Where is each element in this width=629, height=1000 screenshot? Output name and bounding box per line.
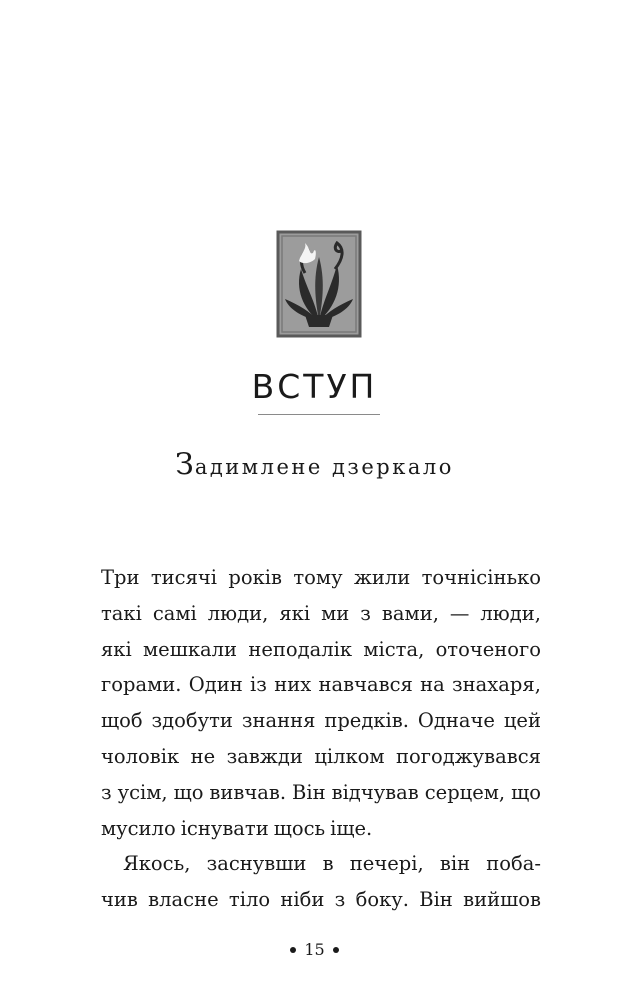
text-line xyxy=(101,632,541,668)
word: Він xyxy=(419,888,453,912)
word: з xyxy=(101,780,112,804)
word: знахаря, xyxy=(452,673,541,697)
word: жили xyxy=(353,566,411,589)
word: такі xyxy=(101,601,142,625)
word: поба- xyxy=(486,852,541,876)
word: відчував xyxy=(331,780,419,804)
title-divider xyxy=(258,414,380,415)
word: міста, xyxy=(363,637,425,661)
chapter-title-rest: адимлене дзеркало xyxy=(194,455,454,479)
text-line xyxy=(101,846,541,882)
word: оточеного xyxy=(435,637,541,661)
word: Якось, xyxy=(123,852,191,876)
word: тіло xyxy=(228,888,271,912)
word: навчався xyxy=(318,673,413,697)
word: вивчав. xyxy=(209,780,287,804)
bullet-icon xyxy=(290,947,296,953)
bullet-icon xyxy=(333,947,339,953)
word: цілком xyxy=(314,744,385,768)
word: іще. xyxy=(330,816,373,840)
chapter-label: ВСТУП xyxy=(251,367,378,406)
word: Три xyxy=(101,566,140,589)
word: існувати xyxy=(180,816,269,840)
word: точнісінько xyxy=(421,566,541,589)
word: Він xyxy=(292,780,326,804)
word: усім, xyxy=(117,780,168,804)
word: вийшов xyxy=(463,888,541,912)
word: чоловік xyxy=(101,744,180,768)
word: в xyxy=(322,852,334,876)
word: самі xyxy=(152,601,197,625)
word: них xyxy=(274,673,312,697)
body-text xyxy=(101,560,541,918)
text-line xyxy=(101,739,541,775)
word: мусило xyxy=(101,816,176,840)
word: Один xyxy=(188,673,243,697)
text-line xyxy=(101,596,541,632)
word: на xyxy=(420,673,445,697)
word: які xyxy=(101,637,132,661)
page-number: 15 xyxy=(304,940,325,959)
word: мешкали xyxy=(143,637,238,661)
word: неподалік xyxy=(248,637,353,661)
word: люди, xyxy=(207,601,269,625)
word: Одначе xyxy=(417,709,495,733)
text-line xyxy=(101,811,541,847)
word: серцем, xyxy=(424,780,506,804)
word: — xyxy=(449,601,470,625)
word: здобути xyxy=(151,709,233,733)
page-number-footer xyxy=(0,940,629,959)
word: люди, xyxy=(480,601,541,625)
word: щоб xyxy=(101,709,143,733)
word: із xyxy=(250,673,267,697)
word: боку. xyxy=(355,888,409,912)
text-line xyxy=(101,775,541,811)
word: горами. xyxy=(101,673,182,697)
word: власне xyxy=(148,888,219,912)
word: з xyxy=(334,888,346,912)
word: цей xyxy=(503,709,541,733)
word: не xyxy=(190,744,216,768)
text-line xyxy=(101,703,541,739)
word: печері, xyxy=(349,852,424,876)
word: ніби xyxy=(280,888,325,912)
word: щось xyxy=(273,816,326,840)
word: з xyxy=(360,601,371,625)
word: він xyxy=(439,852,471,876)
word: знання xyxy=(241,709,316,733)
word: що xyxy=(511,780,541,804)
word: заснувши xyxy=(206,852,307,876)
word: завжди xyxy=(226,744,303,768)
text-line xyxy=(101,667,541,703)
plant-flame-icon xyxy=(275,229,363,339)
word: чив xyxy=(101,888,138,912)
word: років xyxy=(228,566,283,589)
word: що xyxy=(173,780,204,804)
text-line xyxy=(101,882,541,918)
word: предків. xyxy=(324,709,409,733)
word: які xyxy=(279,601,311,625)
word: погоджувався xyxy=(396,744,541,768)
word: тому xyxy=(293,566,343,589)
text-line xyxy=(101,560,541,596)
word: вами, xyxy=(381,601,439,625)
chapter-title xyxy=(0,447,629,482)
word: ми xyxy=(321,601,350,625)
word: тисячі xyxy=(150,566,218,589)
chapter-title-initial: З xyxy=(175,447,195,482)
